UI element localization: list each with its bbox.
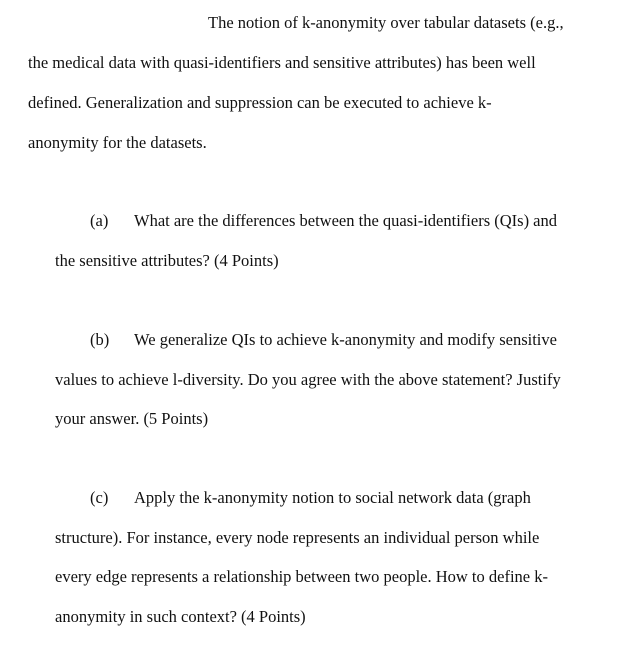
question-a-label: (a) <box>90 211 109 230</box>
question-c-label: (c) <box>90 488 109 507</box>
question-b-label: (b) <box>90 330 110 349</box>
question-c-line-4: anonymity in such context? (4 Points) <box>55 607 306 626</box>
question-b-first-line <box>90 330 557 350</box>
question-c-line-2: structure). For instance, every node represents an individual person while <box>55 528 540 547</box>
intro-line-3: defined. Generalization and suppression can be executed to achieve k- <box>28 93 492 112</box>
intro-line-4: anonymity for the datasets. <box>28 133 207 152</box>
question-c-line-3: every edge represents a relationship between two people. How to define k- <box>55 567 548 586</box>
question-b-line-3: your answer. (5 Points) <box>55 409 209 428</box>
question-a-line-2: the sensitive attributes? (4 Points) <box>55 251 279 270</box>
question-c-first-line <box>90 488 531 508</box>
question-b-text: We generalize QIs to achieve k-anonymity and modify sensitive <box>134 330 557 349</box>
intro-line-1: The notion of k-anonymity over tabular datasets (e.g., <box>208 13 564 32</box>
question-a-text: What are the differences between the quasi-identifiers (QIs) and <box>134 211 558 230</box>
question-a-first-line <box>90 211 557 231</box>
question-c-text: Apply the k-anonymity notion to social network data (graph <box>134 488 531 507</box>
question-b-line-2: values to achieve l-diversity. Do you agree with the above statement? Justify <box>55 370 561 389</box>
intro-line-2: the medical data with quasi-identifiers and sensitive attributes) has been well <box>28 53 536 72</box>
